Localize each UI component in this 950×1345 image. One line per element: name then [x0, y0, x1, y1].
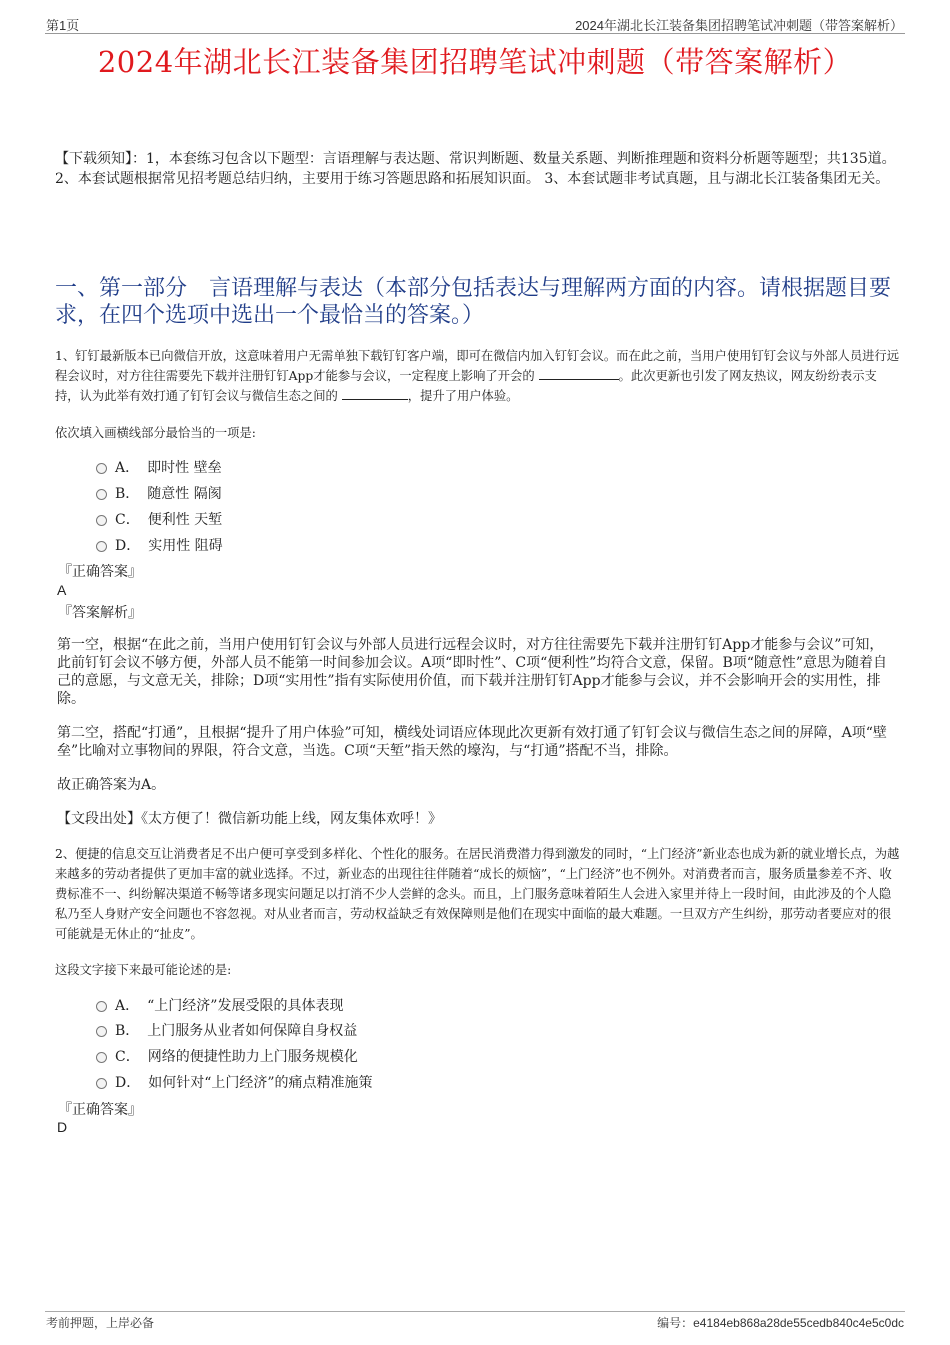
option-key: C．	[115, 512, 140, 528]
option-text: 上门服务从业者如何保障自身权益	[147, 1023, 358, 1039]
footer-divider	[45, 1311, 905, 1312]
option-text: 如何针对“上门经济”的痛点精准施策	[148, 1075, 373, 1091]
option-text: “上门经济”发展受限的具体表现	[147, 998, 344, 1014]
q2-answer: D	[57, 1119, 68, 1135]
option-key: D．	[115, 1075, 141, 1091]
q1-analysis-conclusion: 故正确答案为A。	[57, 777, 166, 793]
answer-blank-1	[539, 367, 619, 380]
radio-icon[interactable]	[96, 1078, 107, 1089]
section-heading: 一、第一部分 言语理解与表达（本部分包括表达与理解两方面的内容。请根据题目要求，在四个选项中选出一个最恰当的答案。）	[55, 276, 892, 328]
q1-option-b[interactable]	[96, 483, 222, 503]
question-2-text: 2、便捷的信息交互让消费者足不出户便可享受到多样化、个性化的服务。在居民消费潜力得到激发的同时，“上门经济”新业态也成为新的就业增长点，为越来越多的劳动者提供了更加丰富的就业选择。不过，新业态的出现往往伴随着“成长的烦恼”，“上门经济”也不例外。对消费者而言，服务质量参差不齐、收费标准不一、纠纷解决渠道不畅等诸多现实问题足以打消不少人尝鲜的念头。而且，上门服务意味着陌生人会进入家里并待上一段时间，由此涉及的个人隐私乃至人身财产安全问题也不容忽视。对从业者而言，劳动权益缺乏有效保障则是他们在现实中面临的最大难题。一旦双方产生纠纷，那劳动者要应对的很可能就是无休止的“扯皮”。	[55, 847, 900, 941]
option-text: 实用性 阻碍	[148, 538, 223, 554]
option-key: A．	[115, 998, 140, 1014]
document-title: 2024年湖北长江装备集团招聘笔试冲刺题（带答案解析）	[97, 45, 853, 79]
option-key: A．	[115, 460, 140, 476]
q1-analysis-label: 『答案解析』	[58, 605, 142, 621]
q1-option-a[interactable]	[96, 457, 222, 477]
q1-option-c[interactable]	[96, 509, 222, 529]
q1-text-b: 。此次更新也引发了网友热议，网友纷纷表示支持，认为此举有效打通了钉钉会议与微信生态之间的	[55, 369, 877, 403]
q1-option-d[interactable]	[96, 535, 223, 555]
option-text: 随意性 隔阂	[147, 486, 222, 502]
question-2-prompt: 这段文字接下来最可能论述的是:	[55, 963, 232, 977]
radio-icon[interactable]	[96, 463, 107, 474]
document-code: 编号：e4184eb868a28de55cedb840c4e5c0dc	[657, 1316, 904, 1330]
q2-answer-label: 『正确答案』	[58, 1102, 142, 1118]
q1-text-c: ，提升了用户体验。	[407, 389, 519, 403]
download-notice: 【下载须知】：1，本套练习包含以下题型：言语理解与表达题、常识判断题、数量关系题、判断推理题和资料分析题等题型；共135道。 2、本套试题根据常见招考题总结归纳，主要用于练习答题思路和拓展知识面。 3、本套试题非考试真题，且与湖北长江装备集团无关。	[55, 151, 896, 187]
q1-answer-label: 『正确答案』	[58, 564, 142, 580]
option-text: 便利性 天堑	[147, 512, 223, 528]
radio-icon[interactable]	[96, 489, 107, 500]
header-divider	[45, 33, 905, 34]
q1-analysis-para-1: 第一空，根据“在此之前，当用户使用钉钉会议与外部人员进行远程会议时，对方往往需要先下载并注册钉钉App才能参与会议”可知，此前钉钉会议不够方便，外部人员不能第一时间参加会议。A项“即时性”、C项“便利性”均符合文意，保留。B项“随意性”意思为随着自己的意愿，与文意无关，排除；D项“实用性”指有实际使用价值，而下载并注册钉钉App才能参与会议，并不会影响开会的实用性，排除。	[57, 637, 888, 707]
header-doc-title: 2024年湖北长江装备集团招聘笔试冲刺题（带答案解析）	[575, 18, 903, 33]
q1-text-a: 1、钉钉最新版本已向微信开放，这意味着用户无需单独下载钉钉客户端，即可在微信内加入钉钉会议。而在此之前，当用户使用钉钉会议与外部人员进行远程会议时，对方往往需要先下载并注册钉钉App才能参与会议，一定程度上影响了开会的	[55, 349, 900, 383]
option-key: C．	[115, 1049, 140, 1065]
answer-blank-2	[342, 387, 408, 400]
page-number: 第1页	[46, 18, 80, 33]
q2-option-c[interactable]	[96, 1046, 358, 1066]
radio-icon[interactable]	[96, 1001, 107, 1012]
option-text: 即时性 壁垒	[147, 460, 222, 476]
q2-option-d[interactable]	[96, 1072, 373, 1092]
radio-icon[interactable]	[96, 1052, 107, 1063]
option-text: 网络的便捷性助力上门服务规模化	[147, 1049, 358, 1065]
radio-icon[interactable]	[96, 541, 107, 552]
question-1-prompt: 依次填入画横线部分最恰当的一项是:	[55, 426, 256, 440]
question-1-text	[55, 346, 900, 406]
option-key: B．	[115, 486, 140, 502]
footer-slogan: 考前押题，上岸必备	[46, 1316, 155, 1330]
q1-analysis-para-2: 第二空，搭配“打通”，且根据“提升了用户体验”可知，横线处词语应体现此次更新有效打通了钉钉会议与微信生态之间的屏障，A项“壁垒”比喻对立事物间的界限，符合文意，当选。C项“天堑”指天然的壕沟，与“打通”搭配不当，排除。	[57, 725, 887, 759]
q2-option-b[interactable]	[96, 1020, 357, 1040]
q2-option-a[interactable]	[96, 995, 343, 1015]
q1-source: 【文段出处】《太方便了！微信新功能上线，网友集体欢呼！》	[57, 811, 442, 827]
q1-answer: A	[57, 582, 67, 598]
option-key: D．	[115, 538, 141, 554]
radio-icon[interactable]	[96, 1026, 107, 1037]
option-key: B．	[115, 1023, 140, 1039]
radio-icon[interactable]	[96, 515, 107, 526]
